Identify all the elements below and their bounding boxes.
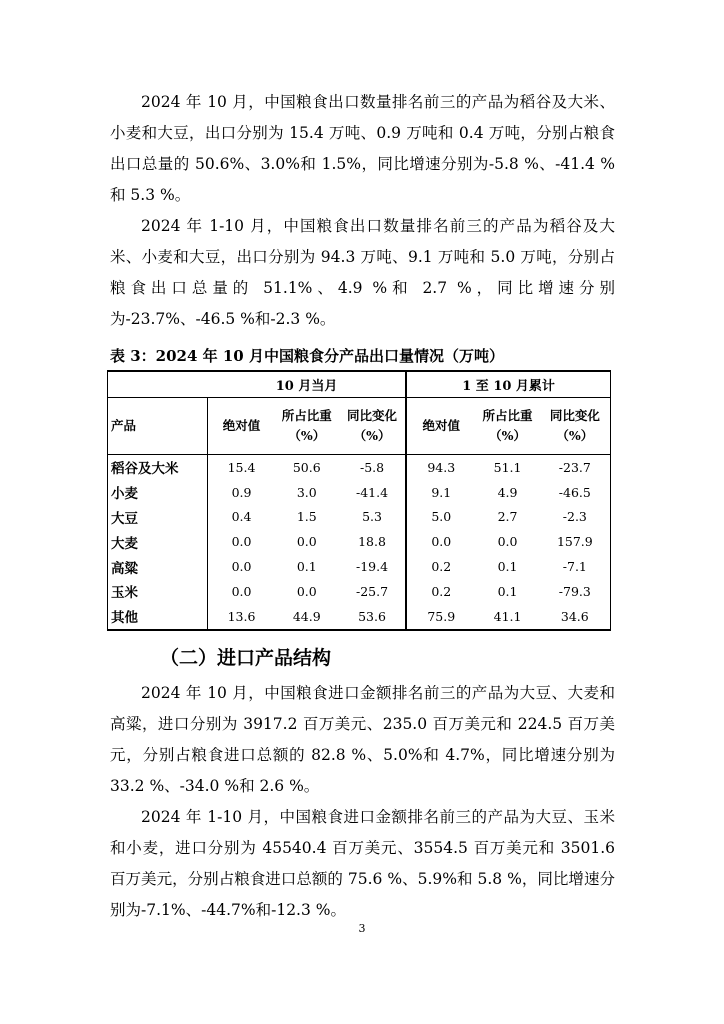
paragraph-export-jan-oct: 2024 年 1-10 月，中国粮食出口数量排名前三的产品为稻谷及大米、小麦和大豆，出口分别为 94.3 万吨、9.1 万吨和 5.0 万吨，分别占粮食出口总量的 51.1%、4.9 %和 2.7 %，同比增速分别为-23.7%、-46.5 %和-2.3 %。 xyxy=(110,217,615,328)
cell-month-change: 53.6 xyxy=(358,608,386,624)
cell-cum-abs: 0.0 xyxy=(406,529,475,554)
table-column-header-row xyxy=(108,398,611,455)
cell-cum-change: -46.5 xyxy=(540,480,611,505)
table-group-header-row xyxy=(108,371,611,398)
table-row xyxy=(108,480,611,505)
paragraph-export-october: 2024 年 10 月，中国粮食出口数量排名前三的产品为稻谷及大米、小麦和大豆，出口分别为 15.4 万吨、0.9 万吨和 0.4 万吨，分别占粮食出口总量的 50.6%、3.0%和 1.5%，同比增速分别为-5.8 %、-41.4 %和 5.3 %。 xyxy=(110,93,615,204)
col-header-product: 产品 xyxy=(108,398,208,455)
cell-cum-change: -79.3 xyxy=(540,579,611,604)
table-caption: 表 3：2024 年 10 月中国粮食分产品出口量情况（万吨） xyxy=(110,347,504,365)
cell-month-change: 18.8 xyxy=(358,534,386,550)
cell-cum-abs: 94.3 xyxy=(406,455,475,480)
cell-cum-change: 157.9 xyxy=(540,529,611,554)
cell-cum-abs: 0.2 xyxy=(406,579,475,604)
table-row xyxy=(108,505,611,530)
cell-cum-abs: 75.9 xyxy=(406,604,475,630)
cell-cum-abs: 0.2 xyxy=(406,554,475,579)
cell-month-change: -19.4 xyxy=(355,559,389,575)
col-header-cum-share: 所占比重 （%） xyxy=(482,408,533,443)
cell-cum-share: 41.1 xyxy=(493,608,522,624)
cell-cum-share: 0.1 xyxy=(497,583,518,599)
cell-month-share: 0.1 xyxy=(296,559,317,575)
cell-cum-change: -7.1 xyxy=(540,554,611,579)
col-header-month-abs: 绝对值 xyxy=(208,398,275,455)
paragraph-import-october: 2024 年 10 月，中国粮食进口金额排名前三的产品为大豆、大麦和高粱，进口分别为 3917.2 百万美元、235.0 百万美元和 224.5 百万美元，分别占粮食进口总额的 82.8 %、5.0%和 4.7%，同比增速分别为 33.2 %、-34.0 %和 2.6 %。 xyxy=(110,684,615,795)
cell-month-abs: 0.0 xyxy=(208,579,275,604)
table-row xyxy=(108,554,611,579)
cell-month-change: 5.3 xyxy=(362,509,382,525)
cell-month-share: 50.6 xyxy=(292,459,321,475)
cell-product: 稻谷及大米 xyxy=(108,455,208,480)
cell-month-share: 0.0 xyxy=(296,534,317,550)
cell-month-change: -41.4 xyxy=(355,484,389,500)
section-heading-import-structure: （二）进口产品结构 xyxy=(160,647,332,669)
cell-cum-change: 34.6 xyxy=(540,604,611,630)
group-header-cumulative: 1 至 10 月累计 xyxy=(406,371,610,398)
cell-month-abs: 15.4 xyxy=(208,455,275,480)
page-number: 3 xyxy=(358,922,366,935)
cell-cum-share: 2.7 xyxy=(497,509,518,525)
cell-cum-change: -2.3 xyxy=(540,505,611,530)
cell-month-share: 44.9 xyxy=(292,608,321,624)
cell-month-abs: 0.0 xyxy=(208,529,275,554)
cell-product: 小麦 xyxy=(108,480,208,505)
col-header-month-share: 所占比重 （%） xyxy=(281,408,332,443)
cell-month-abs: 0.0 xyxy=(208,554,275,579)
cell-month-change: -5.8 xyxy=(359,459,385,475)
cell-month-share: 3.0 xyxy=(296,484,317,500)
cell-product: 大豆 xyxy=(108,505,208,530)
table-row xyxy=(108,604,611,630)
cell-cum-share: 51.1 xyxy=(493,459,522,475)
table-body xyxy=(108,455,611,630)
cell-cum-abs: 5.0 xyxy=(406,505,475,530)
cell-month-abs: 13.6 xyxy=(208,604,275,630)
cell-month-share: 1.5 xyxy=(296,509,317,525)
cell-cum-share: 0.0 xyxy=(497,534,518,550)
table-row xyxy=(108,579,611,604)
cell-cum-share: 4.9 xyxy=(497,484,518,500)
cell-product: 玉米 xyxy=(108,579,208,604)
cell-cum-share: 0.1 xyxy=(497,559,518,575)
cell-product: 大麦 xyxy=(108,529,208,554)
cell-month-change: -25.7 xyxy=(355,583,389,599)
col-header-cum-change: 同比变化 （%） xyxy=(540,398,611,455)
table-row xyxy=(108,529,611,554)
cell-month-share: 0.0 xyxy=(296,583,317,599)
cell-cum-abs: 9.1 xyxy=(406,480,475,505)
paragraph-import-jan-oct: 2024 年 1-10 月，中国粮食进口金额排名前三的产品为大豆、玉米和小麦，进口分别为 45540.4 百万美元、3554.5 百万美元和 3501.6 百万美元，分别占粮食进口总额的 75.6 %、5.9%和 5.8 %，同比增速分别为-7.1%、-44.7%和-12.3 %。 xyxy=(110,808,615,919)
export-table xyxy=(107,370,611,631)
table-row xyxy=(108,455,611,480)
cell-month-abs: 0.4 xyxy=(208,505,275,530)
cell-product: 高粱 xyxy=(108,554,208,579)
cell-product: 其他 xyxy=(108,604,208,630)
col-header-month-change: 同比变化 （%） xyxy=(347,408,398,443)
group-header-month: 10 月当月 xyxy=(208,371,406,398)
cell-month-abs: 0.9 xyxy=(208,480,275,505)
cell-cum-change: -23.7 xyxy=(540,455,611,480)
col-header-cum-abs: 绝对值 xyxy=(406,398,475,455)
